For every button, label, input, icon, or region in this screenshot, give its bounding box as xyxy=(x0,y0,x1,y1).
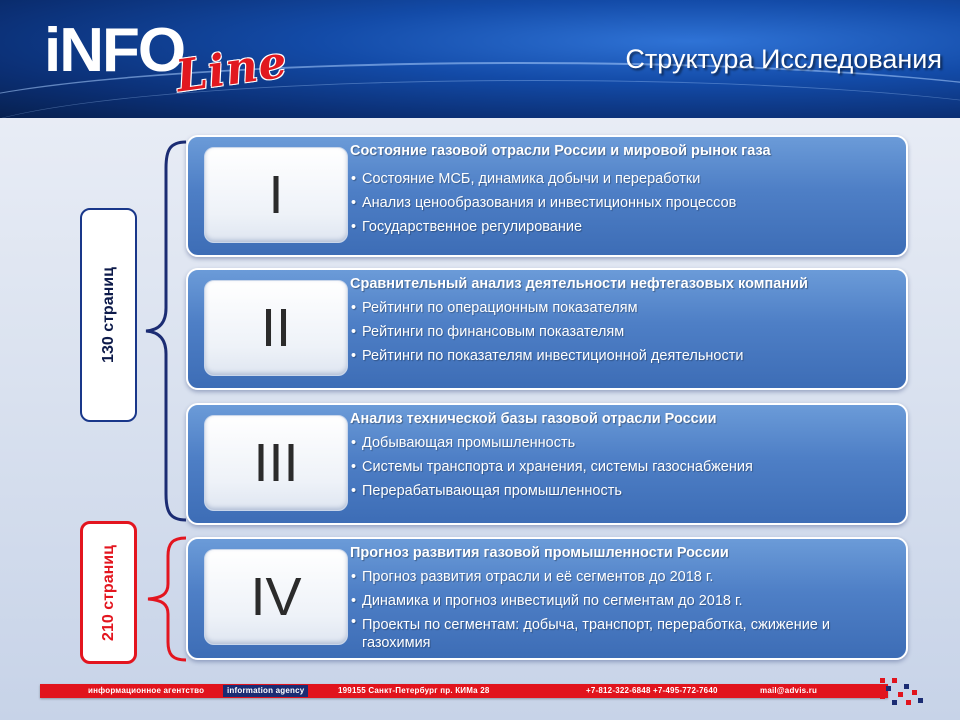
bullet-item: • Рейтинги по показателям инвестиционной деятельности xyxy=(350,344,902,368)
bullet-item: • Проекты по сегментам: добыча, транспорт, переработка, сжижение и газохимия xyxy=(350,613,902,652)
section-title: Анализ технической базы газовой отрасли России xyxy=(350,411,717,427)
header-banner xyxy=(0,0,960,118)
bullet-item: • Состояние МСБ, динамика добычи и переработки xyxy=(350,167,902,191)
bullet-item: • Рейтинги по финансовым показателям xyxy=(350,320,902,344)
numeral-box xyxy=(204,549,348,645)
footer-bar xyxy=(40,684,930,700)
logo-main-text: iNFO xyxy=(44,16,185,85)
bullet-item: • Динамика и прогноз инвестиций по сегментам до 2018 г. xyxy=(350,589,902,613)
brace-section-4 xyxy=(142,536,188,662)
section-4-panel xyxy=(186,537,908,660)
section-numeral: I xyxy=(268,165,284,225)
section-numeral: II xyxy=(260,298,291,358)
section-numeral: III xyxy=(253,433,299,493)
bullet-item: • Перерабатывающая промышленность xyxy=(350,479,902,503)
bullet-item: • Добывающая промышленность xyxy=(350,431,902,455)
footer-red-strip xyxy=(40,684,888,698)
page-count-label: 130 страниц xyxy=(99,267,117,363)
footer-agency-ru: информационное агентство xyxy=(88,686,205,695)
brace-sections-1-3 xyxy=(142,140,188,522)
logo-script-text: Line xyxy=(172,36,291,103)
page-title: Структура Исследования xyxy=(625,44,942,74)
decorative-dots-icon xyxy=(874,674,930,706)
bullet-item: • Прогноз развития отрасли и её сегментов до 2018 г. xyxy=(350,565,902,589)
page-count-tag-210 xyxy=(80,521,137,664)
footer-agency-en: information agency xyxy=(223,685,308,697)
section-3-panel xyxy=(186,403,908,525)
page-count-label: 210 страниц xyxy=(99,544,117,641)
footer-phones: +7-812-322-6848 +7-495-772-7640 xyxy=(586,686,718,695)
bullet-item: • Рейтинги по операционным показателям xyxy=(350,296,902,320)
section-1-panel xyxy=(186,135,908,257)
section-title: Прогноз развития газовой промышленности России xyxy=(350,545,729,561)
footer-address: 199155 Санкт-Петербург пр. КИМа 28 xyxy=(338,686,490,695)
bullet-item: • Анализ ценообразования и инвестиционных процессов xyxy=(350,191,902,215)
section-title: Сравнительный анализ деятельности нефтегазовых компаний xyxy=(350,276,808,292)
section-title: Состояние газовой отрасли России и мировой рынок газа xyxy=(350,143,771,159)
infoline-logo xyxy=(44,16,294,103)
section-2-panel xyxy=(186,268,908,390)
bullet-item: • Государственное регулирование xyxy=(350,215,902,239)
bullet-item: • Системы транспорта и хранения, системы газоснабжения xyxy=(350,455,902,479)
numeral-box xyxy=(204,280,348,376)
page-count-tag-130 xyxy=(80,208,137,422)
numeral-box xyxy=(204,147,348,243)
footer-email[interactable]: mail@advis.ru xyxy=(760,686,818,695)
numeral-box xyxy=(204,415,348,511)
section-numeral: IV xyxy=(250,567,302,627)
